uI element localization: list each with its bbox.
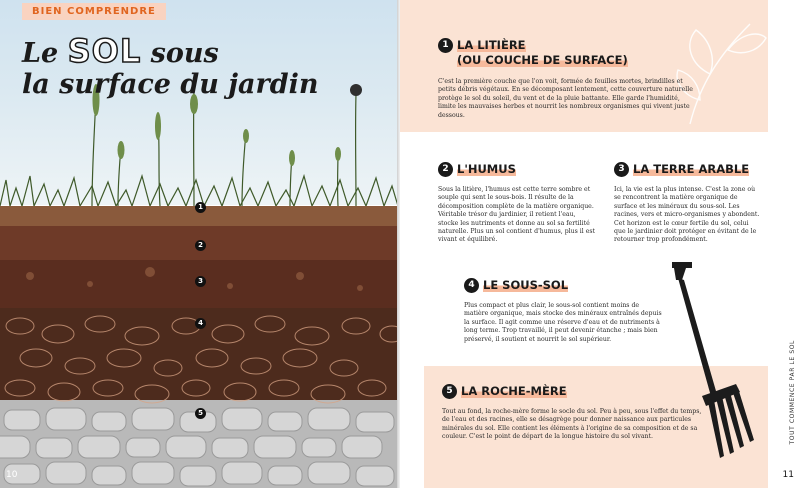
section-4-heading [464,278,664,293]
section-5-text: Tout au fond, la roche-mère forme le socle du sol. Peu à peu, sous l'effet du temps, de l'eau et des racines, elle se désagrège pour donner naissance aux particules minérales du sol. Elle contient les éléments à l'origine de sa composition et de sa couleur. C'est le point de départ de la longue histoire du sol vivant. [442,408,702,441]
section-roche-mere [442,384,702,442]
section-5-number: 5 [442,384,457,399]
marker-5: 5 [195,408,206,419]
marker-2: 2 [195,240,206,251]
section-2-text: Sous la litière, l'humus est cette terre sombre et souple qui sent le sous-bois. Il résulte de la décomposition complète de la matière organique. Véritable trésor du jardinier, il retient l'eau, stocke les nutriments et donne au sol sa fertilité naturelle. Plus un sol contient d'humus, plus il est vivant et équilibré. [438,186,596,244]
title-part-sous: sous [150,38,219,69]
section-1-number: 1 [438,38,453,53]
section-3-title: LA TERRE ARABLE [633,162,750,176]
section-humus [438,162,598,245]
section-2-heading [438,162,598,177]
section-5-heading [442,384,702,399]
section-1-text: C'est la première couche que l'on voit, formée de feuilles mortes, brindilles et petits débris végétaux. En se décomposant lentement, cette couverture naturelle protège le sol du soleil, du vent et de la pluie battante. Elle garde l'humidité, limite les mauvaises herbes et nourrit les nombreux organismes qui vivent juste dessous. [438,78,693,119]
section-2-number: 2 [438,162,453,177]
section-tag: BIEN COMPRENDRE [22,3,166,20]
left-page [0,0,398,488]
section-2-title: L'HUMUS [457,162,516,176]
title-part-le: Le [22,38,59,69]
section-3-number: 3 [614,162,629,177]
section-4-number: 4 [464,278,479,293]
marker-1: 1 [195,202,206,213]
section-4-title: LE SOUS-SOL [483,278,569,292]
side-running-title: TOUT COMMENCE PAR LE SOL [789,340,796,445]
title-line-2: la surface du jardin [22,69,319,100]
section-litiere [438,38,718,120]
section-5-title: LA ROCHE-MÈRE [461,384,567,398]
section-3-text: Ici, la vie est la plus intense. C'est la zone où se rencontrent la matière organique de surface et les minéraux du sous-sol. Les racines, vers et micro-organismes y abondent. Cet horizon est le cœur fertile du sol, celui que le jardinier doit protéger en évitant de le retourner trop profondément. [614,186,760,244]
section-1-heading [438,38,718,67]
page-number-left: 10 [6,470,18,480]
page-title [22,32,319,100]
section-terre-arable [614,162,764,245]
section-3-heading [614,162,764,177]
section-sous-sol [464,278,664,344]
section-4-text: Plus compact et plus clair, le sous-sol contient moins de matière organique, mais stocke des minéraux entraînés depuis la surface. Il agit comme une réserve d'eau et de nutriments à long terme. Trop travaillé, il peut devenir étanche ; mais bien préservé, il soutient et nourrit le sol supérieur. [464,302,662,343]
section-1-title-line1: LA LITIÈRE [457,38,526,52]
marker-3: 3 [195,276,206,287]
marker-4: 4 [195,318,206,329]
page-number-right: 11 [782,470,794,480]
right-page [400,0,800,488]
section-1-title-line2: (OU COUCHE DE SURFACE) [457,53,628,67]
title-part-sol: SOL [67,32,142,70]
